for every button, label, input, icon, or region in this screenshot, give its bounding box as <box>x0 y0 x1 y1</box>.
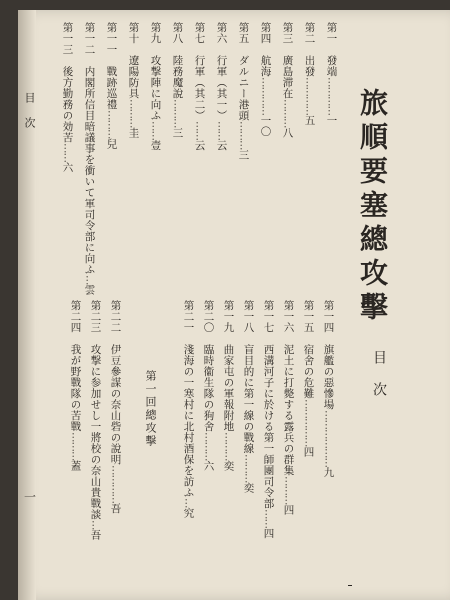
toc-entry: 第二四 我が野戰隊の苦戰………蓋 <box>69 300 82 472</box>
toc-entry: 第十 遼陽防具………圭 <box>127 22 140 139</box>
toc-entry: 第六 行軍（其一）……云 <box>215 22 228 151</box>
running-header: 目次 <box>23 92 36 142</box>
toc-entry: 第二二 伊豆參謀の奈山砦の說明…………吾 <box>109 300 122 514</box>
toc-entry: 第二一 淺海の一寒村に北村酒保を訪ふ…究 <box>182 300 195 519</box>
toc-entry: 第三 廣島滞在………八 <box>281 22 294 139</box>
toc-entry: 第八 陸務魔說………三 <box>171 22 184 139</box>
toc-entry: 第一一 戰跡巡禮………兒 <box>105 22 118 150</box>
divider-rule <box>348 585 352 586</box>
toc-entry: 第一二 内閣所信目暗議事を衝いて軍司令部に向ふ…雲 <box>83 22 96 296</box>
book-page <box>18 10 450 600</box>
toc-entry: 第七 行軍（其二）……云 <box>193 22 206 151</box>
toc-entry: 第一三 後方勤務の効苦……六 <box>61 22 74 173</box>
toc-entry: 第二 出發…………五 <box>303 22 316 126</box>
toc-entry: 第一九 曲家屯の軍報附地………奕 <box>222 300 235 472</box>
toc-entry: 第一 發端…………一 <box>325 22 338 126</box>
toc-entry: 第二〇 臨時衞生隊の狗舍………六 <box>202 300 215 472</box>
book-title: 旅順要塞總攻擊 <box>356 88 389 326</box>
toc-entry: 第九 攻撃陣に向ふ……壹 <box>149 22 162 151</box>
toc-entry: 第一四 旗艦の惡慘場………………九 <box>322 300 335 478</box>
section-heading: 第一回總攻擊 <box>144 370 157 448</box>
contents-heading: 目次 <box>371 350 387 414</box>
toc-entry: 第一七 西溝河子に於ける第一師團司令部……四 <box>262 300 275 539</box>
toc-entry: 第四 航海…………一〇 <box>259 22 272 137</box>
toc-entry: 第一五 宿舍の危難……………四 <box>302 300 315 458</box>
toc-entry: 第一六 泥土に打斃する露兵の群集………四 <box>282 300 295 516</box>
toc-entry: 第二三 攻撃に参加せし一將校の奈山貴戰談…吾 <box>89 300 102 541</box>
page-number-left: 一 <box>24 490 37 504</box>
toc-entry: 第五 ダルニー港頭………三 <box>237 22 250 161</box>
toc-entry: 第一八 盲目的に第一線の戰線………奕 <box>242 300 255 494</box>
